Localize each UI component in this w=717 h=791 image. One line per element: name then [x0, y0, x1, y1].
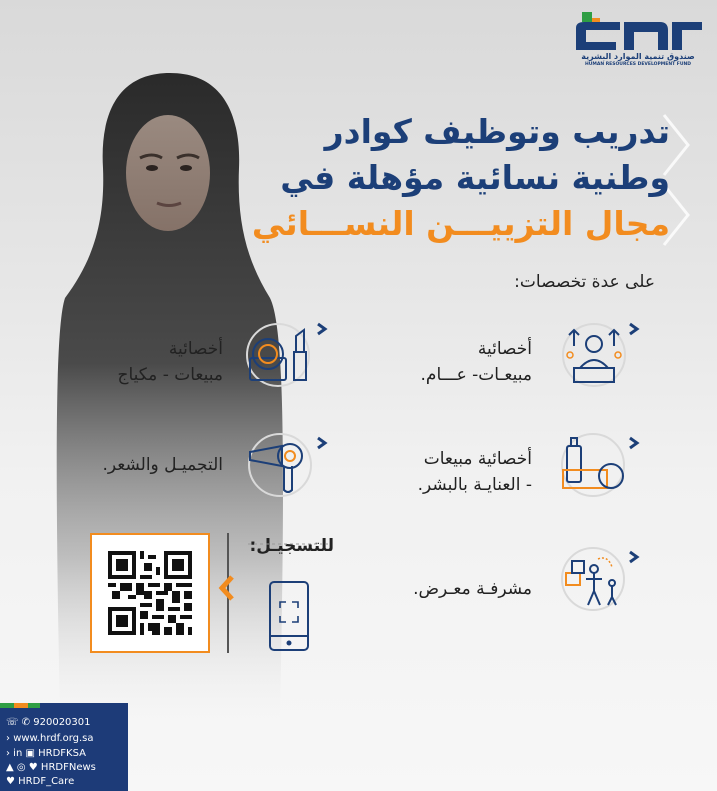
- specialty-subtitle: مبيعـات- عـــام.: [420, 365, 532, 385]
- supervisor-icon: [560, 545, 626, 613]
- specialty-subtitle: مبيعات - مكياج: [117, 365, 223, 385]
- social-handle: HRDFKSA: [38, 748, 86, 759]
- bullet-chevron-icon: [628, 550, 640, 564]
- phone-scan-icon: [268, 580, 310, 652]
- social-handle: HRDFNews: [40, 762, 96, 773]
- twitter-icon: ♥: [6, 776, 19, 787]
- logo-english-name: HUMAN RESOURCES DEVELOPMENT FUND: [584, 62, 691, 67]
- register-dashes: [248, 534, 328, 548]
- specialty-hair: [103, 452, 224, 478]
- logo-arabic-name: صندوق تنمية الموارد البشرية: [581, 52, 695, 61]
- specialty-title: أخصائية: [168, 339, 223, 359]
- specialty-title: أخصائية مبيعات: [423, 449, 532, 469]
- footer-social-2[interactable]: [6, 762, 96, 773]
- footer-color-stripes: [0, 703, 40, 708]
- skincare-icon: [555, 432, 627, 498]
- intro-text: على عدة تخصصات:: [514, 272, 655, 292]
- specialty-skincare: [418, 446, 532, 498]
- social-handle: HRDF_Care: [18, 776, 75, 787]
- headline-line3: مجال التزييـــن النســـائي: [251, 204, 670, 243]
- contact-footer: [0, 703, 128, 791]
- headline-line1: تدريب وتوظيف كوادر: [324, 112, 670, 151]
- specialty-title: مشرفـة معـرض.: [413, 579, 532, 599]
- qr-code-icon: [92, 535, 208, 651]
- register-label: للتسجيـل:: [249, 536, 334, 556]
- footer-phone[interactable]: [6, 717, 91, 728]
- registration-qr-code[interactable]: [90, 533, 210, 653]
- bullet-chevron-icon: [316, 322, 328, 336]
- whatsapp-phone-icon: ☏ ✆: [6, 717, 34, 728]
- hrdf-logo: [568, 10, 708, 70]
- social-icons: › in ▣: [6, 748, 39, 759]
- website-link: www.hrdf.org.sa: [13, 733, 94, 744]
- headline-line2: وطنية نسائية مؤهلة في: [280, 158, 670, 197]
- bullet-chevron-icon: [316, 436, 328, 450]
- bullet-chevron-icon: [628, 322, 640, 336]
- specialty-title: التجميـل والشعر.: [102, 455, 223, 475]
- phone-number: 920020301: [33, 717, 91, 728]
- bullet-chevron-icon: [628, 436, 640, 450]
- hrdf-logo-mark: [568, 10, 708, 52]
- social-icons: ▲ ◎ ♥: [6, 762, 41, 773]
- specialty-title: أخصائية: [477, 339, 532, 359]
- footer-website[interactable]: [6, 733, 94, 744]
- specialty-makeup: [118, 336, 223, 388]
- makeup-icon: [240, 322, 316, 388]
- specialty-subtitle: - العنايـة بالبشر.: [417, 475, 532, 495]
- hair-dryer-icon: [240, 432, 316, 498]
- globe-icon: ›: [6, 733, 14, 744]
- orange-chevron-icon: [216, 574, 238, 602]
- footer-social-1[interactable]: [6, 748, 86, 759]
- sales-person-icon: [560, 322, 628, 388]
- specialty-exhibition-supervisor: [413, 576, 532, 602]
- footer-social-3[interactable]: [6, 776, 74, 787]
- specialty-sales-general: [421, 336, 532, 388]
